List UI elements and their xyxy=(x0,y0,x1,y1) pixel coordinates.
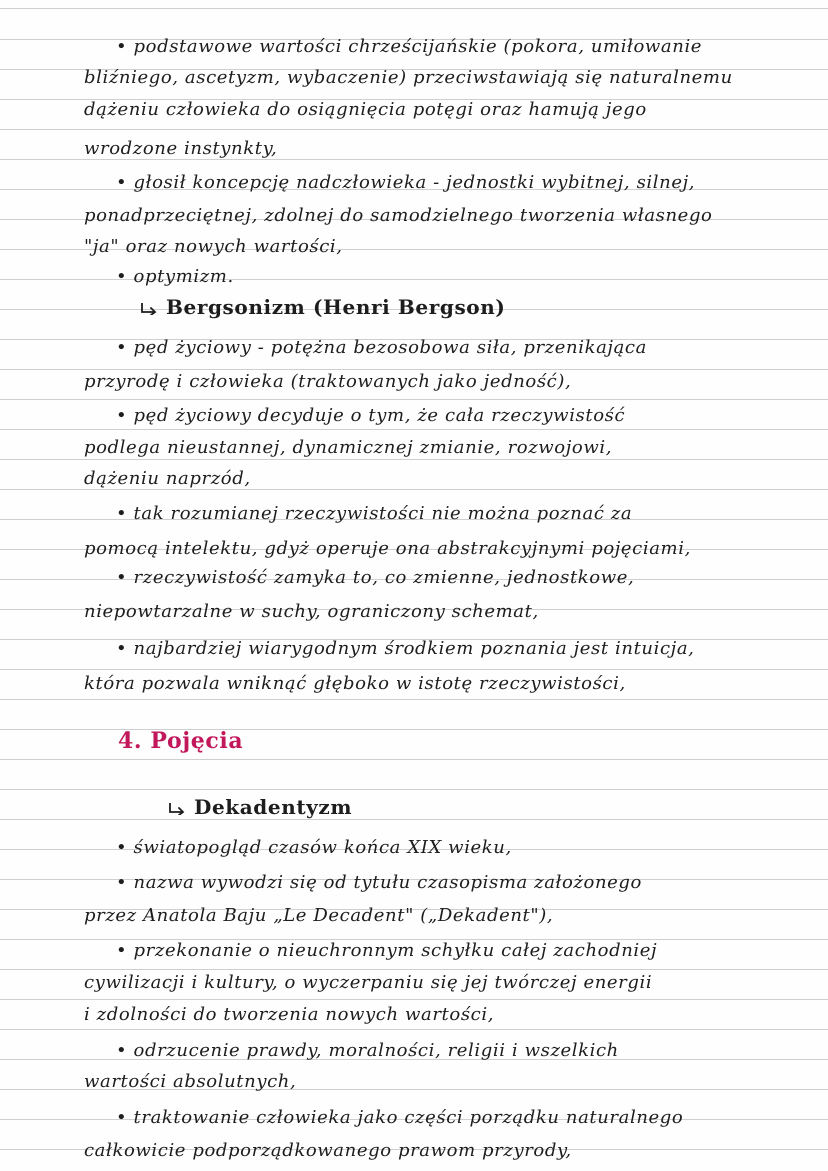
text-line: • rzeczywistość zamyka to, co zmienne, jednostkowe, xyxy=(116,567,635,588)
text-line: • światopogląd czasów końca XIX wieku, xyxy=(116,837,512,858)
text-line: • podstawowe wartości chrześcijańskie (pokora, umiłowanie xyxy=(116,36,703,57)
text-line: przez Anatola Baju „Le Decadent" („Dekadent"), xyxy=(84,905,554,926)
text-line: całkowicie podporządkowanego prawom przyrody, xyxy=(84,1140,572,1161)
text-line: • pęd życiowy - potężna bezosobowa siła, przenikająca xyxy=(116,337,647,358)
section-title: Dekadentyzm xyxy=(194,795,353,819)
text-line: dążeniu człowieka do osiągnięcia potęgi oraz hamują jego xyxy=(84,99,647,120)
text-line: wrodzone instynkty, xyxy=(84,138,278,159)
text-line: • optymizm. xyxy=(116,266,234,287)
arrow-right-icon xyxy=(140,303,158,315)
text-line: przyrodę i człowieka (traktowanych jako jedność), xyxy=(84,371,572,392)
text-line: • przekonanie o nieuchronnym schyłku całej zachodniej xyxy=(116,940,658,961)
text-line: i zdolności do tworzenia nowych wartości, xyxy=(84,1004,495,1025)
text-line: dążeniu naprzód, xyxy=(84,468,251,489)
text-line: pomocą intelektu, gdyż operuje ona abstrakcyjnymi pojęciami, xyxy=(84,538,691,559)
text-line: niepowtarzalne w suchy, ograniczony schemat, xyxy=(84,601,539,622)
text-line: bliźniego, ascetyzm, wybaczenie) przeciwstawiają się naturalnemu xyxy=(84,67,733,88)
chapter-heading: 4. Pojęcia xyxy=(118,728,244,754)
text-line: "ja" oraz nowych wartości, xyxy=(84,236,343,257)
text-line: • głosił koncepcję nadczłowieka - jednostki wybitnej, silnej, xyxy=(116,172,696,193)
text-line: • odrzucenie prawdy, moralności, religii i wszelkich xyxy=(116,1040,619,1061)
text-line: ponadprzeciętnej, zdolnej do samodzielnego tworzenia własnego xyxy=(84,205,713,226)
text-line: • pęd życiowy decyduje o tym, że cała rzeczywistość xyxy=(116,405,626,426)
section-heading-dekadentyzm xyxy=(168,796,352,818)
text-line: • najbardziej wiarygodnym środkiem poznania jest intuicja, xyxy=(116,638,695,659)
text-line: podlega nieustannej, dynamicznej zmianie, rozwojowi, xyxy=(84,437,613,458)
section-title: Bergsonizm (Henri Bergson) xyxy=(166,295,506,319)
arrow-right-icon xyxy=(168,803,186,815)
text-line: cywilizacji i kultury, o wyczerpaniu się jej twórczej energii xyxy=(84,972,653,993)
text-line: wartości absolutnych, xyxy=(84,1071,297,1092)
text-line: • tak rozumianej rzeczywistości nie można poznać za xyxy=(116,503,633,524)
section-heading-bergsonizm xyxy=(140,296,505,318)
text-line: • traktowanie człowieka jako części porządku naturalnego xyxy=(116,1107,684,1128)
text-line: • nazwa wywodzi się od tytułu czasopisma założonego xyxy=(116,872,642,893)
text-line: która pozwala wniknąć głęboko w istotę rzeczywistości, xyxy=(84,673,626,694)
